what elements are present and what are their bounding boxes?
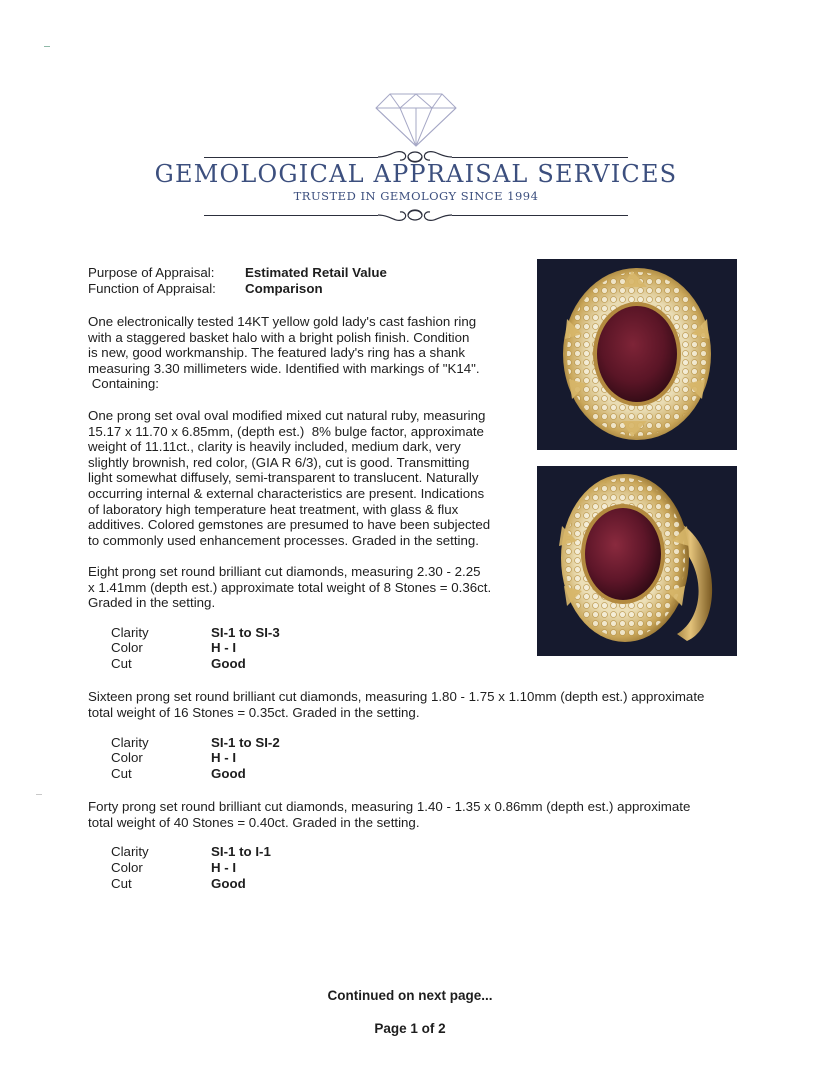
- text-line: occurring internal & external characteristics are present. Indications: [88, 485, 485, 501]
- diamond-group-2-description: [88, 689, 704, 720]
- grade-label: Cut: [111, 876, 132, 891]
- purpose-label: Purpose of Appraisal:: [88, 265, 215, 280]
- text-line: Sixteen prong set round brilliant cut diamonds, measuring 1.80 - 1.75 x 1.10mm (depth est.) approximate: [88, 689, 705, 704]
- diamond-icon: [374, 90, 458, 148]
- page-number: Page 1 of 2: [374, 1021, 446, 1036]
- color-value: H - I: [211, 640, 237, 655]
- ring-photo-angled: [537, 466, 737, 656]
- grade-label: Cut: [111, 766, 132, 781]
- diamond-group-3-description: [88, 799, 690, 830]
- grade-label: Clarity: [111, 625, 149, 640]
- function-value: Comparison: [245, 281, 323, 296]
- color-value: H - I: [211, 860, 237, 875]
- text-line: is new, good workmanship. The featured lady's ring has a shank: [88, 345, 466, 361]
- clarity-value: SI-1 to SI-2: [211, 735, 280, 750]
- header-rule: [452, 215, 628, 216]
- text-line: measuring 3.30 millimeters wide. Identified with markings of "K14".: [88, 360, 480, 376]
- text-line: light somewhat diffusely, semi-transparent to translucent. Naturally: [88, 470, 479, 486]
- text-line: slightly brownish, red color, (GIA R 6/3), cut is good. Transmitting: [88, 454, 470, 470]
- text-line: total weight of 40 Stones = 0.40ct. Graded in the setting.: [88, 814, 420, 830]
- text-line: Containing:: [88, 376, 159, 392]
- flourish-icon: [376, 205, 454, 225]
- text-line: One prong set oval oval modified mixed cut natural ruby, measuring: [88, 408, 486, 423]
- cut-value: Good: [211, 766, 246, 781]
- text-line: to commonly used enhancement processes. Graded in the setting.: [88, 532, 479, 548]
- text-line: One electronically tested 14KT yellow gold lady's cast fashion ring: [88, 314, 477, 329]
- header-rule: [204, 215, 378, 216]
- text-line: Forty prong set round brilliant cut diamonds, measuring 1.40 - 1.35 x 0.86mm (depth est.) approximate: [88, 799, 691, 814]
- diamond-group-1-description: [88, 564, 491, 611]
- grade-label: Color: [111, 860, 143, 875]
- scan-mark: [36, 794, 42, 795]
- cut-value: Good: [211, 656, 246, 671]
- company-name: GEMOLOGICAL APPRAISAL SERVICES: [154, 160, 678, 188]
- text-line: x 1.41mm (depth est.) approximate total weight of 8 Stones = 0.36ct.: [88, 579, 492, 595]
- text-line: of laboratory high temperature heat treatment, with glass & flux: [88, 501, 459, 517]
- ring-photo-top: [537, 259, 737, 450]
- purpose-value: Estimated Retail Value: [245, 265, 387, 280]
- header-rule: [204, 157, 378, 158]
- grade-label: Color: [111, 640, 143, 655]
- company-tagline: TRUSTED IN GEMOLOGY SINCE 1994: [293, 189, 539, 203]
- grade-label: Cut: [111, 656, 132, 671]
- text-line: 15.17 x 11.70 x 6.85mm, (depth est.) 8% bulge factor, approximate: [88, 423, 484, 439]
- text-line: Eight prong set round brilliant cut diamonds, measuring 2.30 - 2.25: [88, 564, 481, 579]
- header-rule: [452, 157, 628, 158]
- ruby-description: [88, 408, 508, 548]
- color-value: H - I: [211, 750, 237, 765]
- text-line: total weight of 16 Stones = 0.35ct. Graded in the setting.: [88, 704, 420, 720]
- text-line: Graded in the setting.: [88, 595, 216, 611]
- text-line: with a staggered basket halo with a bright polish finish. Condition: [88, 329, 470, 345]
- text-line: additives. Colored gemstones are presumed to have been subjected: [88, 517, 491, 533]
- clarity-value: SI-1 to SI-3: [211, 625, 280, 640]
- clarity-value: SI-1 to I-1: [211, 844, 271, 859]
- cut-value: Good: [211, 876, 246, 891]
- scan-mark: [44, 46, 50, 47]
- ring-description: [88, 314, 508, 392]
- grade-label: Color: [111, 750, 143, 765]
- grade-label: Clarity: [111, 844, 149, 859]
- function-label: Function of Appraisal:: [88, 281, 216, 296]
- grade-label: Clarity: [111, 735, 149, 750]
- text-line: weight of 11.11ct., clarity is heavily included, medium dark, very: [88, 439, 461, 455]
- continued-note: Continued on next page...: [327, 988, 493, 1003]
